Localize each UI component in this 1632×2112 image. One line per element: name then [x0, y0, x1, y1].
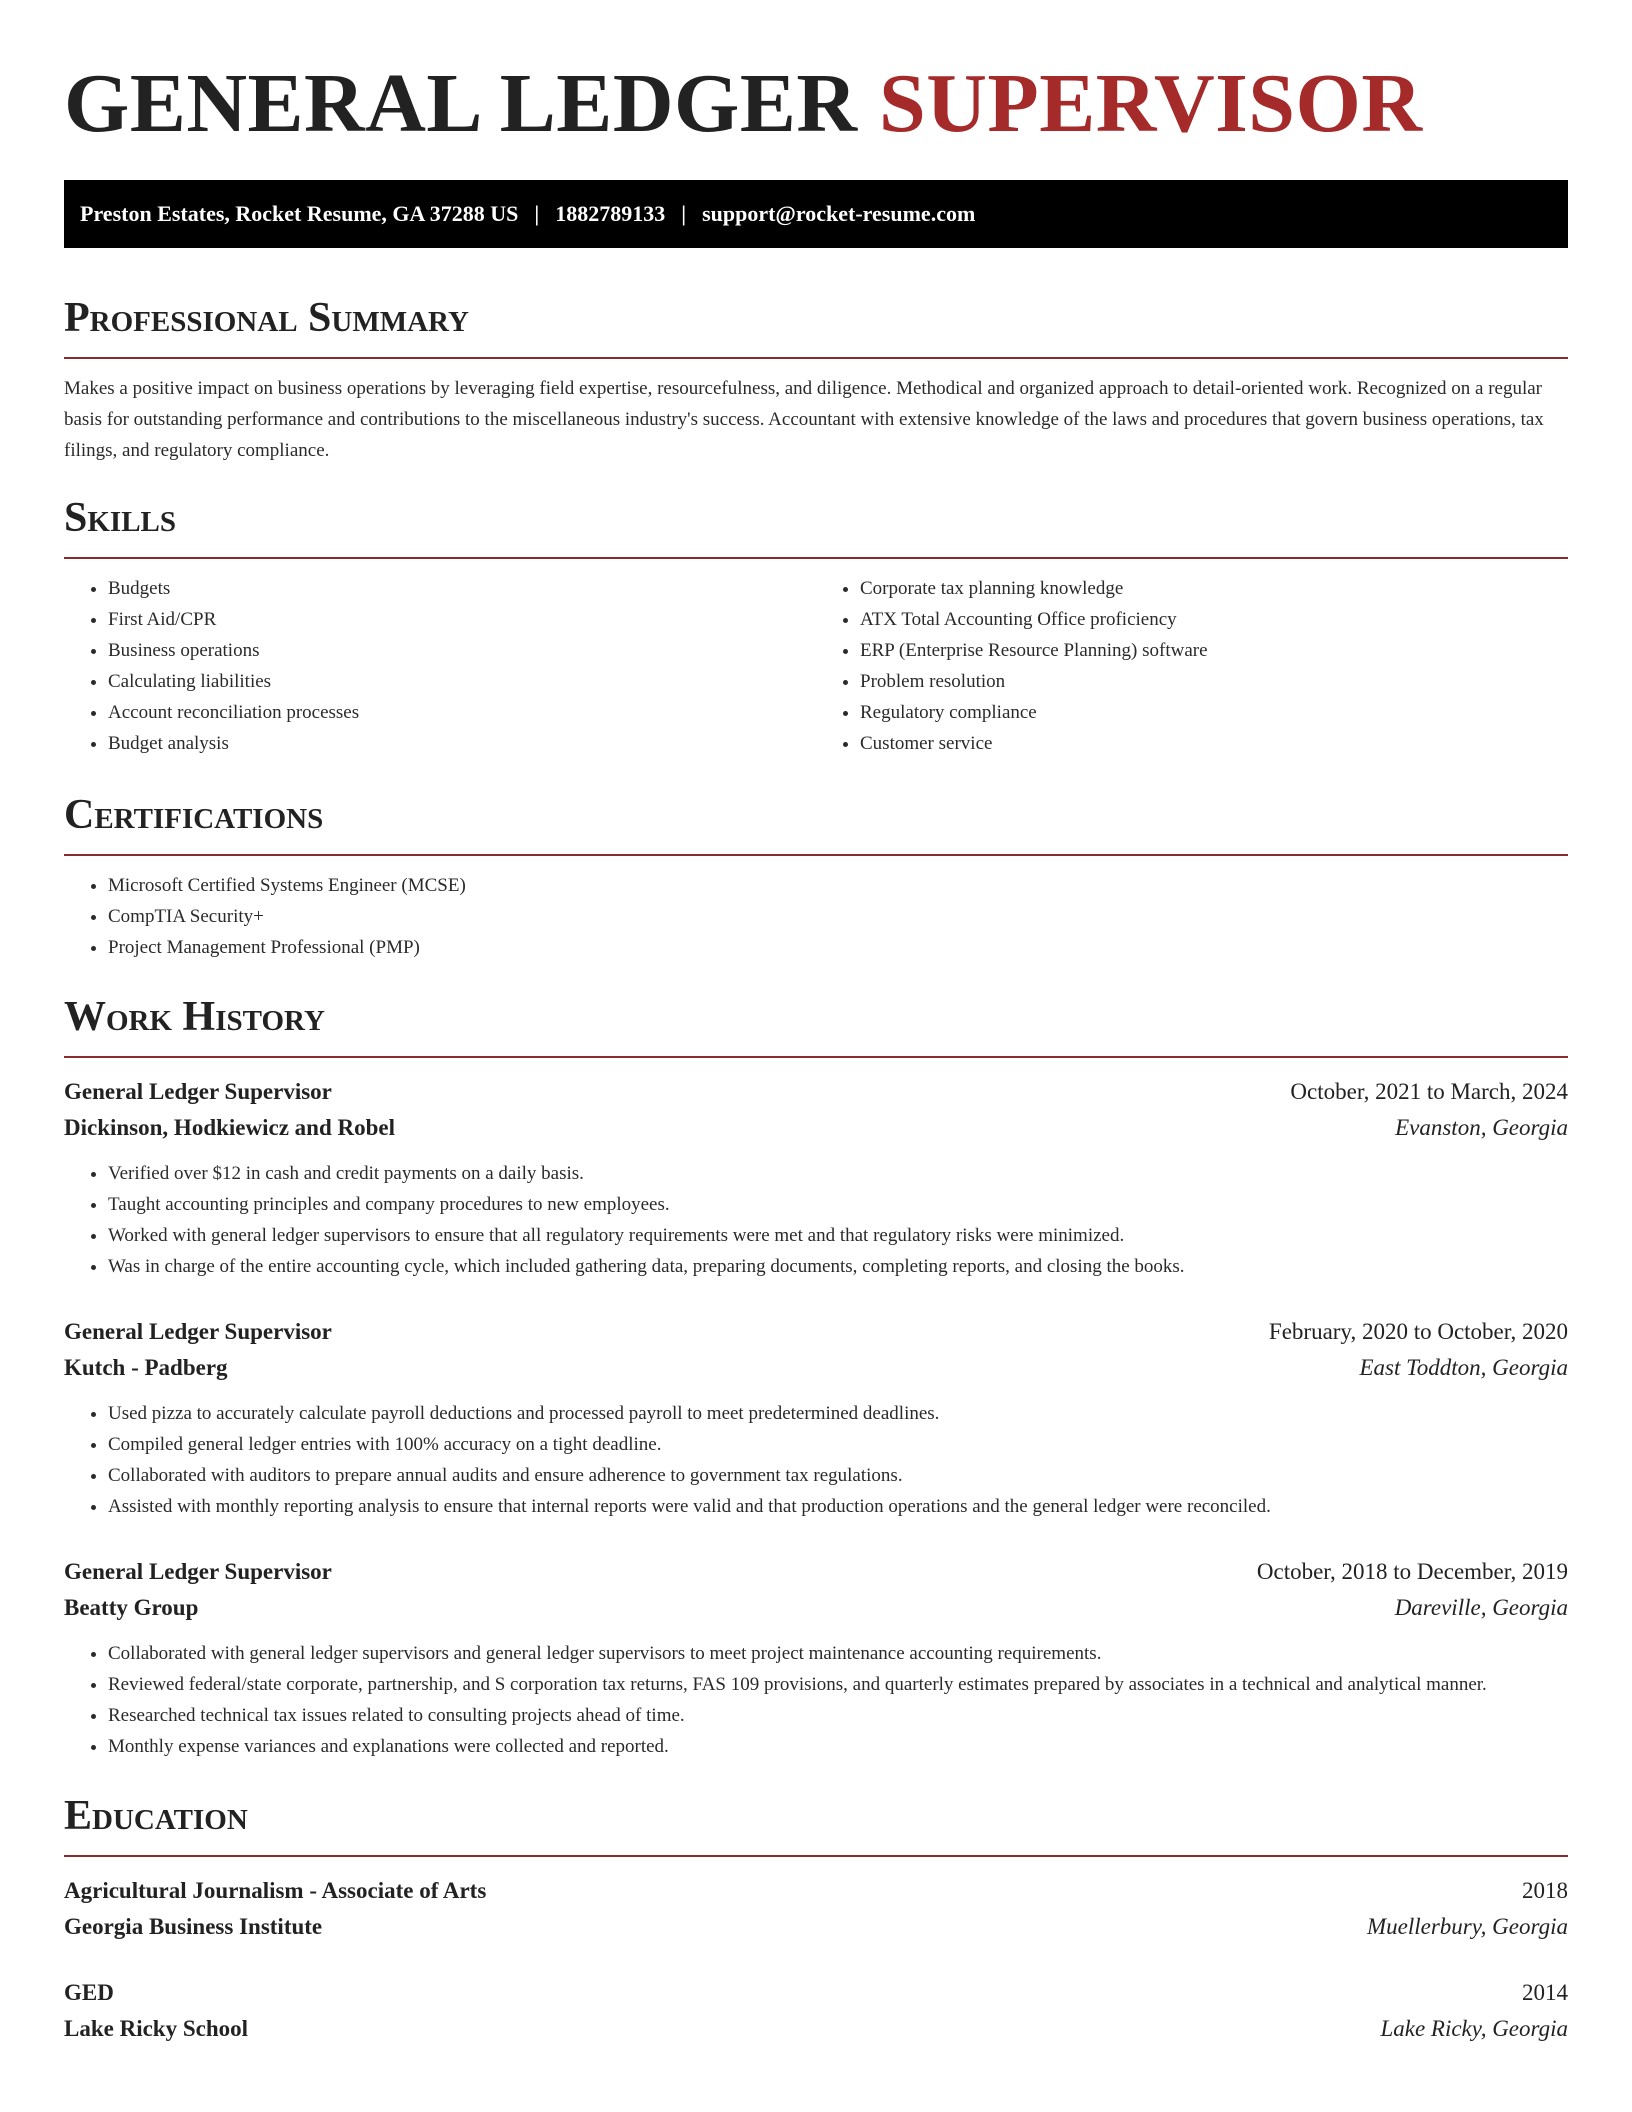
certifications-section: [64, 790, 1568, 963]
certification-item: • Project Management Professional (PMP): [108, 932, 1568, 963]
job-bullet: • Worked with general ledger supervisors to ensure that all regulatory requirements were met and that regulatory risks were minimized.: [108, 1220, 1568, 1251]
education-school-row: [64, 1909, 1568, 1945]
education-header-row: [64, 1873, 1568, 1909]
job-title: General Ledger Supervisor: [64, 1079, 332, 1104]
job-header-row: [64, 1074, 1568, 1110]
job-bullets: [64, 1158, 1568, 1282]
education-school-row: [64, 2011, 1568, 2047]
job-location: Dareville, Georgia: [1394, 1595, 1568, 1620]
job-title: General Ledger Supervisor: [64, 1319, 332, 1344]
job-bullet: • Researched technical tax issues related to consulting projects ahead of time.: [108, 1700, 1568, 1731]
section-divider: [64, 357, 1568, 359]
skill-item: • Customer service: [860, 728, 1568, 759]
skills-list-right: [816, 573, 1568, 759]
section-divider: [64, 557, 1568, 559]
skills-column-right: [816, 573, 1568, 759]
job-bullet: • Collaborated with auditors to prepare annual audits and ensure adherence to government tax regulations.: [108, 1460, 1568, 1491]
education-heading: Education: [64, 1793, 248, 1839]
job-company: Dickinson, Hodkiewicz and Robel: [64, 1115, 395, 1140]
education-location: Lake Ricky, Georgia: [1380, 2016, 1568, 2041]
contact-email: support@rocket-resume.com: [702, 201, 976, 226]
name-part-2: SUPERVISOR: [879, 57, 1423, 150]
job-bullet: • Collaborated with general ledger supervisors and general ledger supervisors to meet project maintenance accounting requirements.: [108, 1638, 1568, 1669]
job-bullet: • Reviewed federal/state corporate, partnership, and S corporation tax returns, FAS 109 provisions, and quarterly estimates prepared by associates in a technical and analytical manner.: [108, 1669, 1568, 1700]
job-bullets: [64, 1638, 1568, 1762]
education-entry: [64, 1975, 1568, 2047]
certification-item: • Microsoft Certified Systems Engineer (MCSE): [108, 870, 1568, 901]
certifications-heading: Certifications: [64, 792, 324, 838]
job-title: General Ledger Supervisor: [64, 1559, 332, 1584]
certifications-list-wrap: [64, 870, 1568, 963]
job-bullet: • Assisted with monthly reporting analysis to ensure that internal reports were valid and that production operations and the general ledger were reconciled.: [108, 1491, 1568, 1522]
job-bullet: • Monthly expense variances and explanations were collected and reported.: [108, 1731, 1568, 1762]
education-entry: [64, 1873, 1568, 1945]
job-dates: October, 2018 to December, 2019: [1256, 1559, 1568, 1584]
education-location: Muellerbury, Georgia: [1366, 1914, 1568, 1939]
skills-grid: [64, 573, 1568, 759]
contact-separator: |: [681, 201, 687, 226]
skills-list-left: [64, 573, 816, 759]
job-bullet: • Compiled general ledger entries with 100% accuracy on a tight deadline.: [108, 1429, 1568, 1460]
skill-item: • Corporate tax planning knowledge: [860, 573, 1568, 604]
job-bullet: • Used pizza to accurately calculate payroll deductions and processed payroll to meet predetermined deadlines.: [108, 1398, 1568, 1429]
education-header-row: [64, 1975, 1568, 2011]
job-dates: February, 2020 to October, 2020: [1268, 1319, 1568, 1344]
education-school: Lake Ricky School: [64, 2016, 249, 2041]
skills-column-left: [64, 573, 816, 759]
job-bullet: • Taught accounting principles and company procedures to new employees.: [108, 1189, 1568, 1220]
job-company: Beatty Group: [64, 1595, 199, 1620]
job-company-row: [64, 1350, 1568, 1386]
skill-item: • Budgets: [108, 573, 816, 604]
job-header-row: [64, 1314, 1568, 1350]
summary-heading: Professional Summary: [64, 295, 469, 341]
education-school: Georgia Business Institute: [64, 1914, 323, 1939]
skill-item: • Budget analysis: [108, 728, 816, 759]
summary-text: Makes a positive impact on business operations by leveraging field expertise, resourcefulness, and diligence. Methodical and organized approach to detail-oriented work. Recognized on a regular basis for outstanding performance and contributions to the miscellaneous industry's success. Accountant with extensive knowledge of the laws and procedures that govern business operations, tax filings, and regulatory compliance.: [64, 378, 1544, 461]
contact-address: Preston Estates, Rocket Resume, GA 37288 US: [80, 201, 519, 226]
section-divider: [64, 854, 1568, 856]
job-company-row: [64, 1110, 1568, 1146]
skill-item: • Problem resolution: [860, 666, 1568, 697]
contact-phone: 1882789133: [555, 201, 666, 226]
name-part-1: GENERAL LEDGER: [64, 57, 858, 150]
skill-item: • Account reconciliation processes: [108, 697, 816, 728]
job-bullet: • Verified over $12 in cash and credit payments on a daily basis.: [108, 1158, 1568, 1189]
education-section: [64, 1791, 1568, 2047]
skills-heading: Skills: [64, 495, 177, 541]
certifications-list: [64, 870, 1568, 963]
skill-item: • First Aid/CPR: [108, 604, 816, 635]
skill-item: • ERP (Enterprise Resource Planning) software: [860, 635, 1568, 666]
work-history-heading: Work History: [64, 994, 325, 1040]
skill-item: • Regulatory compliance: [860, 697, 1568, 728]
job-bullets: [64, 1398, 1568, 1522]
job-header-row: [64, 1554, 1568, 1590]
contact-bar: [64, 180, 1568, 248]
section-divider: [64, 1855, 1568, 1857]
job-company: Kutch - Padberg: [64, 1355, 228, 1380]
job-location: East Toddton, Georgia: [1359, 1355, 1568, 1380]
skill-item: • ATX Total Accounting Office proficiency: [860, 604, 1568, 635]
section-divider: [64, 1056, 1568, 1058]
skill-item: • Business operations: [108, 635, 816, 666]
job-bullet: • Was in charge of the entire accounting cycle, which included gathering data, preparing documents, completing reports, and closing the books.: [108, 1251, 1568, 1282]
work-history-section: [64, 992, 1568, 1762]
resume-name: [64, 0, 1568, 152]
contact-separator: |: [534, 201, 540, 226]
job-company-row: [64, 1590, 1568, 1626]
job-dates: October, 2021 to March, 2024: [1290, 1079, 1568, 1104]
skills-section: [64, 493, 1568, 759]
job-entry: [64, 1554, 1568, 1762]
education-year: 2014: [1522, 1980, 1568, 2005]
skill-item: • Calculating liabilities: [108, 666, 816, 697]
certification-item: • CompTIA Security+: [108, 901, 1568, 932]
education-degree: Agricultural Journalism - Associate of Arts: [64, 1878, 487, 1903]
education-year: 2018: [1522, 1878, 1568, 1903]
education-degree: GED: [64, 1980, 114, 2005]
job-entry: [64, 1314, 1568, 1522]
job-entry: [64, 1074, 1568, 1282]
job-location: Evanston, Georgia: [1395, 1115, 1568, 1140]
summary-section: [64, 293, 1568, 466]
